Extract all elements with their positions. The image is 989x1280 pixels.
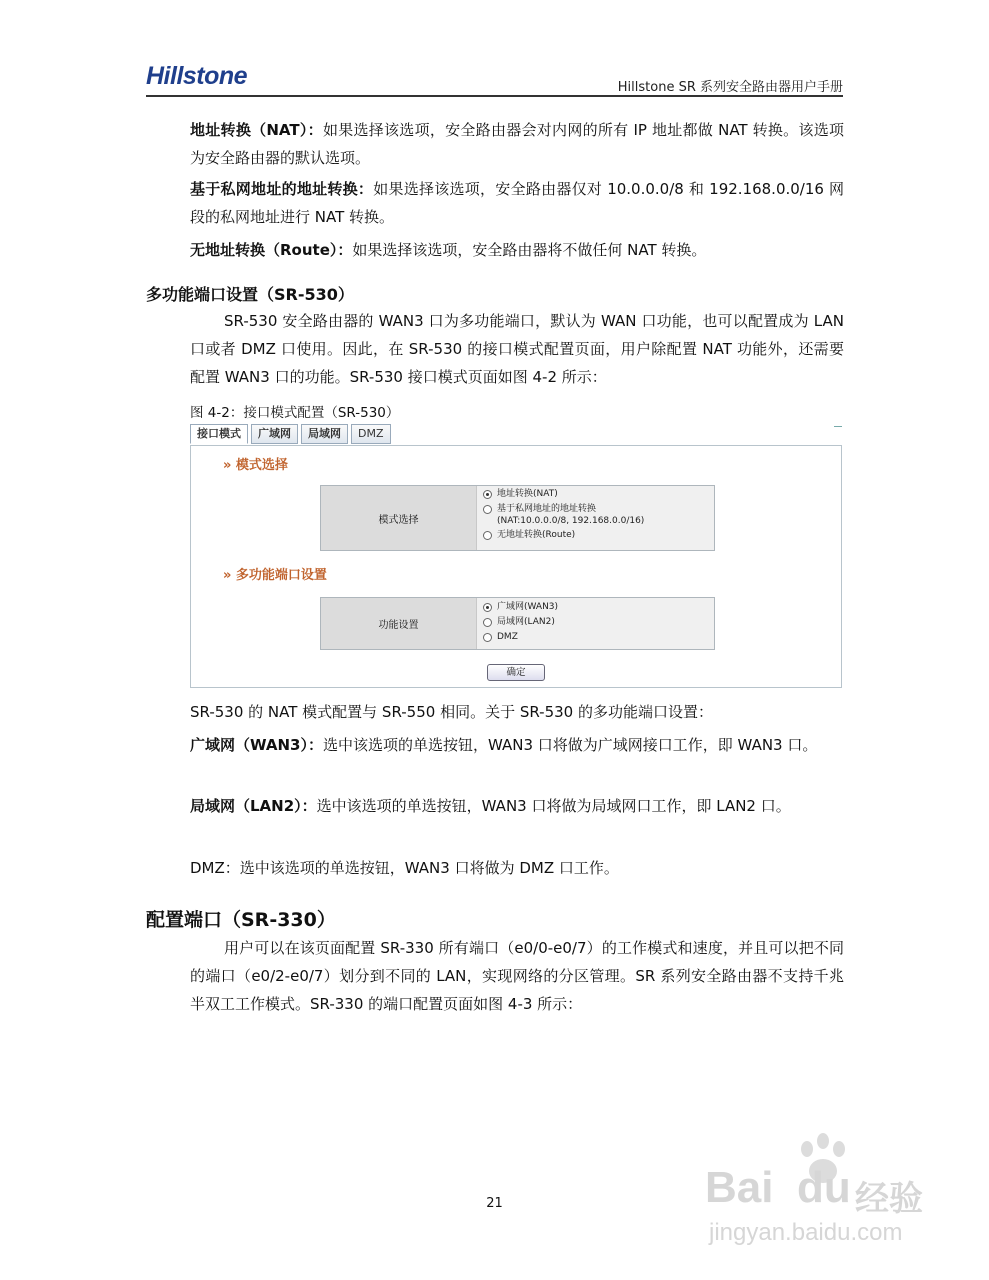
tab-bar [190,424,391,446]
header-rule [146,95,843,97]
port-section-title: » 多功能端口设置 [223,568,327,583]
after-fig-para-4 [190,854,844,882]
option-desc: 选中该选项的单选按钮，WAN3 口将做为 DMZ 口工作。 [239,859,619,877]
option-label: 基于私网地址的地址转换 [497,504,597,514]
mode-select-label: 模式选择 [321,486,477,550]
port-option-dmz[interactable] [483,631,714,646]
header-title: Hillstone SR 系列安全路由器用户手册 [617,80,843,95]
para-text: SR-530 的 NAT 模式配置与 SR-550 相同。关于 SR-530 的多功能端口设置： [190,703,713,721]
after-fig-para-3 [190,792,844,820]
divider [834,426,842,427]
option-term: DMZ： [190,859,240,877]
port-option-lan2[interactable] [483,616,714,631]
after-fig-para-1 [190,698,844,726]
tab-dmz[interactable]: DMZ [351,424,391,444]
mode-option-private[interactable] [483,503,714,515]
radio-selected-icon[interactable] [483,603,492,612]
option-desc: 选中该选项的单选按钮，WAN3 口将做为广域网接口工作，即 WAN3 口。 [322,736,818,754]
radio-icon[interactable] [483,633,492,642]
nat-para-3 [190,236,844,264]
port-function-box [320,597,715,650]
option-desc: 选中该选项的单选按钮，WAN3 口将做为局域网口工作，即 LAN2 口。 [316,797,791,815]
tab-lan[interactable]: 局域网 [301,424,348,444]
nat-desc: 如果选择该选项，安全路由器会对内网的所有 IP 地址都做 NAT 转换。该选项为安全路由器的默认选项。 [190,121,845,167]
nat-term: 地址转换（NAT）： [190,121,323,139]
option-label: 广域网(WAN3) [497,602,559,612]
watermark-brand: Bai [705,1163,774,1212]
mode-section-title: » 模式选择 [223,458,288,473]
tab-interface-mode[interactable]: 接口模式 [190,424,248,444]
figure-caption: 图 4-2：接口模式配置（SR-530） [190,405,400,421]
section-heading-port-config: 配置端口（SR-330） [146,909,336,931]
watermark-brand-du: du [797,1163,851,1212]
option-label: DMZ [497,632,518,642]
hillstone-logo: Hillstone [146,62,248,90]
option-label: 局域网(LAN2) [497,617,555,627]
nat-term: 无地址转换（Route）： [190,241,353,259]
section-body-multiport: SR-530 安全路由器的 WAN3 口为多功能端口，默认为 WAN 口功能，也可以配置成为 LAN 口或者 DMZ 口使用。因此，在 SR-530 的接口模式配置页面，用户除配置 NAT 功能外，还需要配置 WAN3 口的功能。SR-530 接口模式页面如图 4-2 所示： [190,312,844,386]
radio-icon[interactable] [483,505,492,514]
watermark-url: jingyan.baidu.com [709,1219,903,1246]
confirm-button[interactable]: 确定 [487,664,545,681]
page-number: 21 [486,1196,503,1211]
mode-option-nat[interactable] [483,488,714,503]
mode-select-box [320,485,715,551]
nat-term: 基于私网地址的地址转换： [190,180,374,198]
port-function-label: 功能设置 [321,598,477,649]
watermark-cn: 经验 [855,1180,923,1218]
mode-options [477,486,714,550]
section-body-port-config: 用户可以在该页面配置 SR-330 所有端口（e0/0-e0/7）的工作模式和速度，并且可以把不同的端口（e0/2-e0/7）划分到不同的 LAN，实现网络的分区管理。SR 系列安全路由器不支持千兆半双工工作模式。SR-330 的端口配置页面如图 4-3 所示： [190,939,844,1013]
port-option-wan3[interactable] [483,601,714,616]
mode-option-route[interactable] [483,529,714,544]
radio-icon[interactable] [483,531,492,540]
radio-icon[interactable] [483,618,492,627]
nat-para-2 [190,175,844,231]
option-term: 广域网（WAN3）： [190,736,323,754]
nat-desc: 如果选择该选项，安全路由器仅对 10.0.0.0/8 和 192.168.0.0/16 网段的私网地址进行 NAT 转换。 [190,180,844,226]
interface-mode-figure [190,424,842,688]
nat-desc: 如果选择该选项，安全路由器将不做任何 NAT 转换。 [352,241,707,259]
tab-wan[interactable]: 广域网 [251,424,298,444]
option-label: 无地址转换(Route) [497,530,576,540]
section-heading-multiport: 多功能端口设置（SR-530） [146,285,354,304]
after-fig-para-2 [190,731,844,759]
radio-selected-icon[interactable] [483,490,492,499]
config-panel [190,445,842,688]
baidu-watermark [705,1133,935,1253]
nat-para-1 [190,116,844,172]
port-options [477,598,714,649]
option-term: 局域网（LAN2）： [190,797,317,815]
mode-option-private-detail: (NAT:10.0.0.0/8, 192.168.0.0/16) [497,516,645,526]
option-label: 地址转换(NAT) [497,489,558,499]
